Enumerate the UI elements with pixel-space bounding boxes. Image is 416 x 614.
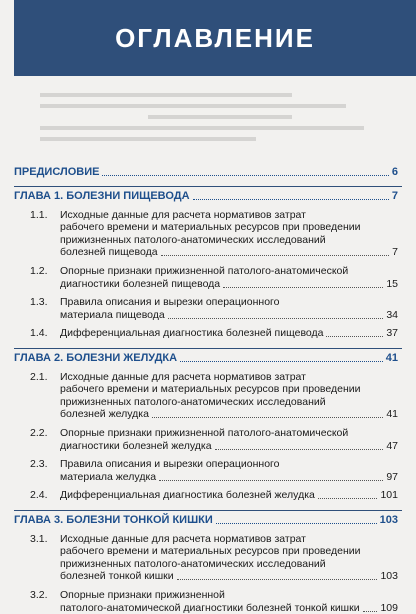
toc-item[interactable]	[14, 533, 402, 583]
bleed-through-text	[40, 86, 400, 156]
toc-item[interactable]	[14, 296, 402, 321]
toc-item[interactable]	[14, 589, 402, 614]
dot-leader	[177, 579, 378, 580]
toc-item-line: Дифференциальная диагностика болезней пищевода	[60, 327, 324, 340]
toc-item[interactable]	[14, 371, 402, 421]
toc-item-title	[60, 589, 360, 614]
dot-leader	[223, 287, 383, 288]
toc-item-line: Правила описания и вырезки операционного	[60, 458, 280, 471]
header-bar	[14, 0, 416, 76]
toc-item-line: патолого-анатомической диагностики болезней тонкой кишки	[60, 601, 360, 614]
toc-item-page: 109	[380, 601, 398, 614]
chapter-rule	[14, 510, 402, 511]
toc-item-title	[60, 371, 360, 421]
toc-item[interactable]	[14, 489, 402, 502]
toc-item-page: 101	[380, 489, 398, 502]
dot-leader	[159, 480, 383, 481]
toc-item-page: 41	[386, 408, 398, 421]
dot-leader	[180, 361, 383, 362]
toc-item-line: рабочего времени и материальных ресурсов при проведении	[60, 545, 361, 558]
chapter-rule	[14, 348, 402, 349]
toc-item-line: диагностики болезней пищевода	[60, 277, 221, 290]
toc-item-number: 1.4.	[30, 327, 48, 340]
toc-item-number: 2.4.	[30, 489, 48, 502]
toc-item-line: Опорные признаки прижизненной патолого-анатомической	[60, 427, 349, 439]
toc-item-line: прижизненных патолого-анатомических исследований	[60, 557, 326, 570]
toc-item-line: Исходные данные для расчета нормативов затрат	[60, 208, 306, 221]
toc-item[interactable]	[14, 427, 402, 452]
dot-leader	[161, 255, 390, 256]
toc-item-line: болезней желудка	[60, 408, 149, 421]
toc-item-number: 1.2.	[30, 265, 48, 277]
dot-leader	[193, 199, 389, 200]
toc-item-number: 3.2.	[30, 589, 48, 601]
toc-item-line: Опорные признаки прижизненной	[60, 589, 225, 601]
toc-item-line: Исходные данные для расчета нормативов затрат	[60, 370, 306, 383]
toc-item-title	[60, 489, 360, 502]
dot-leader	[152, 417, 383, 418]
toc-chapter-1-page: 7	[391, 190, 398, 202]
toc-chapter-3-label: ГЛАВА 3. БОЛЕЗНИ ТОНКОЙ КИШКИ	[14, 514, 213, 526]
dot-leader	[318, 498, 378, 499]
toc-item-line: Исходные данные для расчета нормативов затрат	[60, 532, 306, 545]
toc-item[interactable]	[14, 327, 402, 340]
toc-chapter-2-label: ГЛАВА 2. БОЛЕЗНИ ЖЕЛУДКА	[14, 352, 178, 364]
toc-item-line: болезней тонкой кишки	[60, 570, 174, 583]
toc-item[interactable]	[14, 209, 402, 259]
toc-item[interactable]	[14, 458, 402, 483]
toc-item-line: болезней пищевода	[60, 246, 158, 259]
toc-item-line: Дифференциальная диагностика болезней желудка	[60, 489, 315, 502]
toc-item-line: диагностики болезней желудка	[60, 439, 212, 452]
toc-item-page: 7	[392, 246, 398, 259]
toc-item-line: материала пищевода	[60, 308, 165, 321]
dot-leader	[215, 449, 384, 450]
dot-leader	[326, 336, 383, 337]
toc-preface[interactable]	[14, 166, 402, 179]
dot-leader	[102, 175, 388, 176]
toc-item-page: 34	[386, 308, 398, 321]
toc-chapter-2-page: 41	[385, 352, 398, 364]
toc-item-title	[60, 209, 360, 259]
page-title: ОГЛАВЛЕНИЕ	[115, 22, 315, 53]
toc-item-line: Опорные признаки прижизненной патолого-анатомической	[60, 265, 349, 277]
toc-preface-label: ПРЕДИСЛОВИЕ	[14, 166, 100, 178]
toc-chapter-1[interactable]	[14, 190, 402, 203]
toc-item-line: Правила описания и вырезки операционного	[60, 296, 280, 309]
toc-item-title	[60, 327, 360, 340]
dot-leader	[363, 611, 378, 612]
toc-item-line: рабочего времени и материальных ресурсов при проведении	[60, 383, 361, 396]
toc-item-line: материала желудка	[60, 470, 157, 483]
toc-item-page: 47	[386, 439, 398, 452]
dot-leader	[216, 523, 377, 524]
toc-item-title	[60, 533, 360, 583]
toc-item-page: 103	[380, 570, 398, 583]
chapter-rule	[14, 186, 402, 187]
toc-item-number: 1.3.	[30, 296, 48, 309]
dot-leader	[168, 318, 384, 319]
toc-item-number: 2.2.	[30, 427, 48, 439]
toc-item-number: 1.1.	[30, 208, 48, 221]
toc-chapter-3-page: 103	[379, 514, 398, 526]
toc-chapter-3[interactable]	[14, 514, 402, 527]
toc-item-page: 97	[386, 470, 398, 483]
toc-item-number: 3.1.	[30, 532, 48, 545]
toc-chapter-1-label: ГЛАВА 1. БОЛЕЗНИ ПИЩЕВОДА	[14, 190, 190, 202]
toc-item-page: 37	[386, 327, 398, 340]
toc-item-line: прижизненных патолого-анатомических исследований	[60, 395, 326, 408]
toc-item[interactable]	[14, 265, 402, 290]
toc-item-line: прижизненных патолого-анатомических исследований	[60, 233, 326, 246]
toc-chapter-2[interactable]	[14, 352, 402, 365]
toc-preface-page: 6	[391, 166, 398, 178]
toc-item-line: рабочего времени и материальных ресурсов при проведении	[60, 221, 361, 234]
toc-item-page: 15	[386, 277, 398, 290]
toc-item-number: 2.1.	[30, 370, 48, 383]
toc-item-number: 2.3.	[30, 458, 48, 471]
